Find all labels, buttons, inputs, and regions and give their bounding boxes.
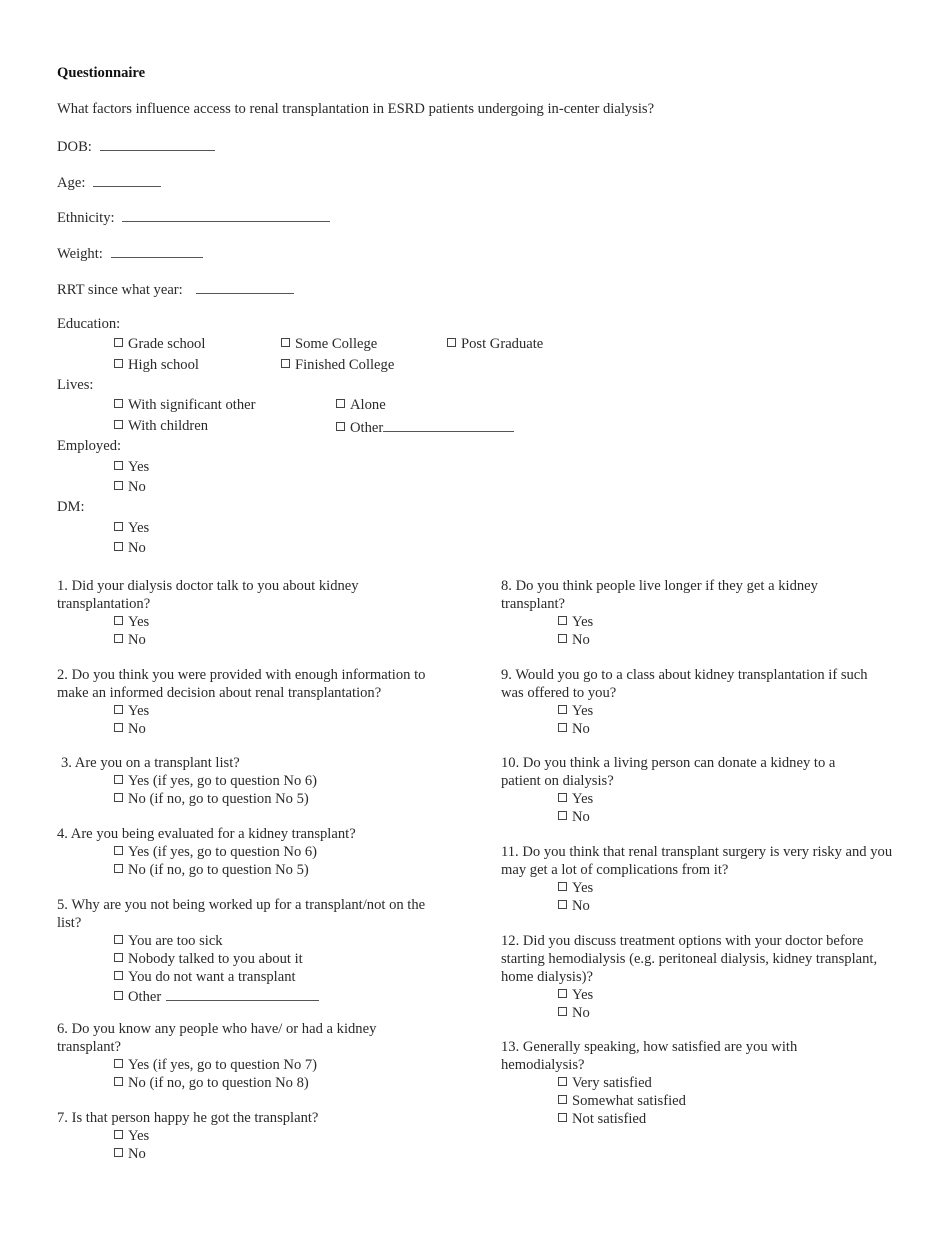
question-text: 12. Did you discuss treatment options with your doctor before starting hemodialysis (e.g. peritoneal dialysis, kidney transplant, home dialysis)? [501,933,878,985]
question-text: 4. Are you being evaluated for a kidney transplant? [57,826,356,842]
answer-option[interactable] [558,702,871,720]
other-reason-input[interactable] [166,986,319,1001]
option-label: Not satisfied [572,1111,647,1127]
answer-option[interactable] [114,1056,407,1074]
age-label: Age: [57,175,86,191]
option-label: No [572,1005,590,1021]
question-text: 2. Do you think you were provided with enough information to make an informed decision about renal transplantation? [57,667,426,701]
question-2 [57,666,447,738]
checkbox-icon[interactable] [114,705,123,714]
checkbox-icon[interactable] [558,616,567,625]
checkbox-icon[interactable] [558,723,567,732]
question-1 [57,577,417,649]
option-label: You do not want a transplant [128,969,296,985]
option-label: Yes [128,703,150,719]
option-label: Yes [572,791,594,807]
option-label: No [128,479,146,495]
checkbox-icon[interactable] [114,723,123,732]
option-label: Nobody talked to you about it [128,951,303,967]
option-label: You are too sick [128,933,223,949]
rrt-field [57,279,294,299]
lives-option-other[interactable] [336,417,514,437]
option-label: Alone [350,397,386,413]
option-label: No [128,1146,146,1162]
lives-label: Lives: [57,377,94,393]
option-label: No (if no, go to question No 8) [128,1075,309,1091]
answer-option[interactable] [558,879,901,897]
checkbox-icon[interactable] [114,338,123,347]
checkbox-icon[interactable] [558,882,567,891]
option-label: Grade school [128,336,206,352]
checkbox-icon[interactable] [558,900,567,909]
question-text: 10. Do you think a living person can donate a kidney to a patient on dialysis? [501,755,836,789]
option-label: Very satisfied [572,1075,652,1091]
education-option[interactable] [281,356,394,374]
option-label: No [128,721,146,737]
option-label: Somewhat satisfied [572,1093,686,1109]
education-option[interactable] [114,356,199,374]
option-label: Yes [128,1128,150,1144]
lives-option[interactable] [114,396,255,414]
question-text: 7. Is that person happy he got the transplant? [57,1110,319,1126]
checkbox-icon[interactable] [114,1148,123,1157]
option-label: No [128,632,146,648]
answer-option[interactable] [114,720,447,738]
answer-option[interactable] [114,631,417,649]
checkbox-icon[interactable] [558,1095,567,1104]
checkbox-icon[interactable] [114,935,123,944]
option-label: Yes [572,703,594,719]
checkbox-icon[interactable] [114,846,123,855]
checkbox-icon[interactable] [558,1077,567,1086]
question-3 [61,754,491,808]
checkbox-icon[interactable] [114,1077,123,1086]
checkbox-icon[interactable] [114,461,123,470]
answer-option[interactable] [114,790,491,808]
checkbox-icon[interactable] [558,793,567,802]
checkbox-icon[interactable] [114,420,123,429]
answer-option[interactable] [558,1092,831,1110]
answer-option[interactable] [558,613,851,631]
checkbox-icon[interactable] [447,338,456,347]
question-5 [57,896,437,1006]
checkbox-icon[interactable] [558,989,567,998]
option-label: Post Graduate [461,336,544,352]
question-11 [501,843,901,915]
lives-option[interactable] [336,396,386,414]
education-option[interactable] [114,335,205,353]
option-label: No [572,898,590,914]
dm-option[interactable] [114,519,149,537]
checkbox-icon[interactable] [114,359,123,368]
answer-option[interactable] [558,897,901,915]
option-label: Yes (if yes, go to question No 7) [128,1057,318,1073]
option-label: No [572,721,590,737]
option-label: Yes (if yes, go to question No 6) [128,844,318,860]
answer-option[interactable] [114,613,417,631]
answer-option-other[interactable] [114,986,437,1006]
checkbox-icon[interactable] [336,422,345,431]
checkbox-icon[interactable] [281,359,290,368]
checkbox-icon[interactable] [114,481,123,490]
answer-option[interactable] [114,772,491,790]
weight-input[interactable] [111,243,203,258]
option-label: Some College [295,336,378,352]
question-9 [501,666,871,738]
answer-option[interactable] [114,1127,487,1145]
checkbox-icon[interactable] [114,542,123,551]
option-label: With significant other [128,397,256,413]
option-label: No [572,632,590,648]
answer-option[interactable] [558,1074,831,1092]
dm-option[interactable] [114,539,146,557]
answer-option[interactable] [114,843,487,861]
question-7 [57,1109,487,1163]
lives-other-input[interactable] [383,417,514,432]
answer-option[interactable] [114,950,437,968]
lives-option[interactable] [114,417,208,435]
checkbox-icon[interactable] [281,338,290,347]
option-label: Yes [572,880,594,896]
question-text: 6. Do you know any people who have/ or had a kidney transplant? [57,1021,377,1055]
checkbox-icon[interactable] [336,399,345,408]
answer-option[interactable] [114,861,487,879]
answer-option[interactable] [558,720,871,738]
checkbox-icon[interactable] [114,1130,123,1139]
checkbox-icon[interactable] [114,971,123,980]
option-label: Other [128,989,162,1005]
option-label: Yes [128,614,150,630]
checkbox-icon[interactable] [114,634,123,643]
age-input[interactable] [93,172,161,187]
question-text: 8. Do you think people live longer if they get a kidney transplant? [501,578,818,612]
ethnicity-field [57,207,330,227]
option-label: High school [128,357,199,373]
answer-option[interactable] [114,1145,487,1163]
checkbox-icon[interactable] [114,616,123,625]
education-label: Education: [57,316,121,332]
ethnicity-label: Ethnicity: [57,210,115,226]
checkbox-icon[interactable] [114,793,123,802]
question-text: 9. Would you go to a class about kidney transplantation if such was offered to you? [501,667,868,701]
weight-field [57,243,203,263]
question-text: 11. Do you think that renal transplant surgery is very risky and you may get a lot of complications from it? [501,844,893,878]
checkbox-icon[interactable] [114,522,123,531]
ethnicity-input[interactable] [122,207,330,222]
question-text: 1. Did your dialysis doctor talk to you about kidney transplantation? [57,578,359,612]
option-label: No [572,809,590,825]
dob-field [57,136,215,156]
page-title: Questionnaire [57,65,146,81]
checkbox-icon[interactable] [558,1007,567,1016]
answer-option[interactable] [114,932,437,950]
employed-option[interactable] [114,458,149,476]
option-label: No (if no, go to question No 5) [128,791,309,807]
option-label: Yes [128,520,150,536]
dob-label: DOB: [57,139,92,155]
checkbox-icon[interactable] [558,705,567,714]
option-label: With children [128,418,209,434]
rrt-label: RRT since what year: [57,282,183,298]
age-field [57,172,161,192]
weight-label: Weight: [57,246,103,262]
employed-option[interactable] [114,478,146,496]
question-text: 3. Are you on a transplant list? [61,755,240,771]
education-option[interactable] [447,335,543,353]
answer-option[interactable] [114,702,447,720]
option-label: Finished College [295,357,395,373]
option-label: Yes (if yes, go to question No 6) [128,773,318,789]
checkbox-icon[interactable] [114,953,123,962]
answer-option[interactable] [558,790,866,808]
question-12 [501,932,896,1022]
question-text: 5. Why are you not being worked up for a transplant/not on the list? [57,897,426,931]
answer-option[interactable] [558,1004,896,1022]
employed-label: Employed: [57,438,122,454]
checkbox-icon[interactable] [558,1113,567,1122]
checkbox-icon[interactable] [114,399,123,408]
answer-option[interactable] [114,1074,407,1092]
question-6 [57,1020,407,1092]
rrt-input[interactable] [196,279,294,294]
checkbox-icon[interactable] [114,1059,123,1068]
answer-option[interactable] [558,1110,831,1128]
study-question: What factors influence access to renal transplantation in ESRD patients undergoing in-center dialysis? [57,101,655,117]
dob-input[interactable] [100,136,215,151]
question-13 [501,1038,831,1128]
option-label: No [128,540,146,556]
answer-option[interactable] [558,986,896,1004]
option-label: No (if no, go to question No 5) [128,862,309,878]
option-label: Other [350,420,384,436]
option-label: Yes [572,614,594,630]
answer-option[interactable] [114,968,437,986]
question-8 [501,577,851,649]
education-option[interactable] [281,335,377,353]
option-label: Yes [572,987,594,1003]
question-text: 13. Generally speaking, how satisfied are you with hemodialysis? [501,1039,798,1073]
dm-label: DM: [57,499,85,515]
question-4 [57,825,487,879]
checkbox-icon[interactable] [114,775,123,784]
option-label: Yes [128,459,150,475]
checkbox-icon[interactable] [558,811,567,820]
answer-option[interactable] [558,808,866,826]
checkbox-icon[interactable] [114,991,123,1000]
checkbox-icon[interactable] [558,634,567,643]
checkbox-icon[interactable] [114,864,123,873]
question-10 [501,754,866,826]
answer-option[interactable] [558,631,851,649]
